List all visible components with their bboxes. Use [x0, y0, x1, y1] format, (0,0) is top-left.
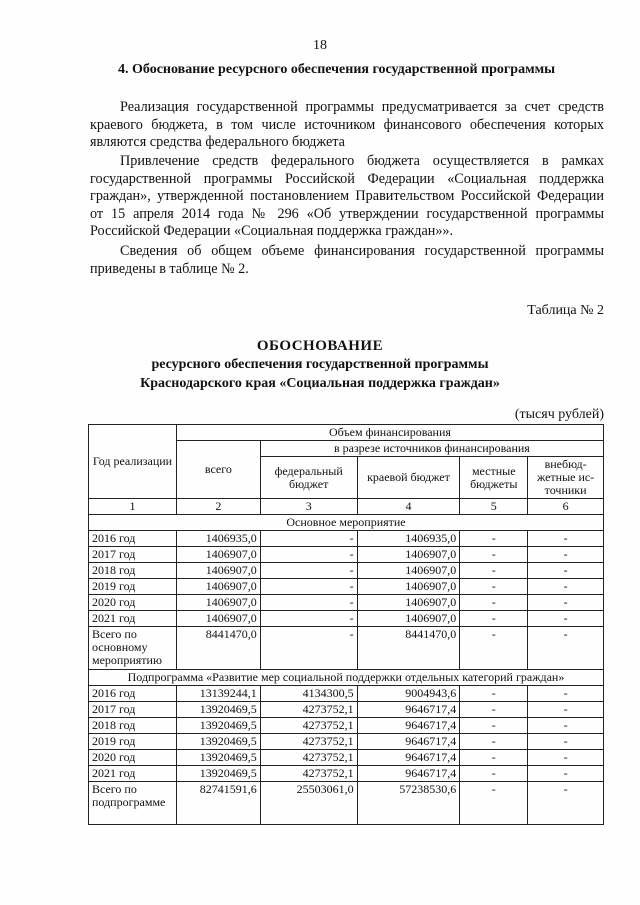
cell-extra: - [528, 782, 604, 825]
cell-regional: 9646717,4 [357, 718, 460, 734]
cell-federal: - [260, 595, 357, 611]
col-number: 4 [357, 499, 460, 515]
cell-extra: - [528, 718, 604, 734]
col-number: 3 [260, 499, 357, 515]
table-row [89, 579, 604, 595]
table-row [89, 595, 604, 611]
cell-local: - [460, 595, 528, 611]
cell-year: Всего по основному мероприятию [89, 627, 177, 670]
cell-year: 2018 год [89, 563, 177, 579]
section-title-row [89, 515, 604, 531]
cell-extra: - [528, 531, 604, 547]
cell-local: - [460, 750, 528, 766]
header-extra: внебюд-жетные ис-точники [528, 457, 604, 499]
cell-federal: 4273752,1 [260, 718, 357, 734]
units-label: (тысяч рублей) [514, 407, 604, 422]
cell-local: - [460, 563, 528, 579]
table-row [89, 531, 604, 547]
table-row [89, 611, 604, 627]
table-row [89, 547, 604, 563]
cell-total: 13139244,1 [176, 686, 260, 702]
cell-regional: 1406907,0 [357, 579, 460, 595]
cell-local: - [460, 686, 528, 702]
cell-regional: 8441470,0 [357, 627, 460, 670]
table-row [89, 686, 604, 702]
cell-local: - [460, 766, 528, 782]
cell-regional: 9004943,6 [357, 686, 460, 702]
header-regional: краевой бюджет [357, 457, 460, 499]
cell-year: 2019 год [89, 579, 177, 595]
cell-extra: - [528, 579, 604, 595]
cell-federal: 4273752,1 [260, 766, 357, 782]
cell-year: 2020 год [89, 595, 177, 611]
cell-extra: - [528, 734, 604, 750]
cell-regional: 1406907,0 [357, 547, 460, 563]
column-number-row [89, 499, 604, 515]
cell-federal: - [260, 611, 357, 627]
table-row [89, 750, 604, 766]
cell-year: 2016 год [89, 531, 177, 547]
col-number: 2 [176, 499, 260, 515]
cell-total: 13920469,5 [176, 750, 260, 766]
header-by-source: в разрезе источников финансирования [260, 441, 603, 457]
cell-total: 13920469,5 [176, 718, 260, 734]
cell-local: - [460, 579, 528, 595]
table-title-line3: Краснодарского края «Социальная поддержка граждан» [140, 376, 500, 391]
paragraph-2-text: Привлечение средств федерального бюджета осуществляется в рамках государственной программы Российской Федерации «Социальная поддержка граждан», утвержденной постановлением Правительством Российской Федерации от 15 апреля 2014 года № 296 «Об утверждении государственной программы Российской Федерации «Социальная поддержка граждан»». [90, 153, 604, 240]
col-number: 6 [528, 499, 604, 515]
header-federal: федеральный бюджет [260, 457, 357, 499]
header-row-1 [89, 425, 604, 441]
cell-regional: 9646717,4 [357, 750, 460, 766]
cell-year: 2017 год [89, 702, 177, 718]
cell-year: 2017 год [89, 547, 177, 563]
cell-extra: - [528, 611, 604, 627]
table-row [89, 563, 604, 579]
total-row [89, 782, 604, 825]
cell-federal: - [260, 627, 357, 670]
cell-total: 82741591,6 [176, 782, 260, 825]
cell-extra: - [528, 595, 604, 611]
table-row [89, 734, 604, 750]
cell-federal: - [260, 579, 357, 595]
table-row [89, 766, 604, 782]
cell-year: 2021 год [89, 766, 177, 782]
page-number: 18 [313, 38, 327, 53]
cell-federal: - [260, 547, 357, 563]
cell-total: 1406907,0 [176, 611, 260, 627]
table-title-line2: ресурсного обеспечения государственной программы [151, 357, 489, 372]
cell-local: - [460, 547, 528, 563]
cell-year: 2019 год [89, 734, 177, 750]
financing-table [88, 424, 604, 825]
cell-extra: - [528, 547, 604, 563]
cell-regional: 57238530,6 [357, 782, 460, 825]
cell-year: Всего по подпрограмме [89, 782, 177, 825]
cell-local: - [460, 782, 528, 825]
cell-extra: - [528, 627, 604, 670]
cell-extra: - [528, 563, 604, 579]
section-title: 4. Обоснование ресурсного обеспечения государственной программы [118, 62, 556, 77]
cell-federal: 4273752,1 [260, 702, 357, 718]
cell-total: 1406907,0 [176, 595, 260, 611]
cell-year: 2016 год [89, 686, 177, 702]
cell-local: - [460, 718, 528, 734]
table-number: Таблица № 2 [527, 303, 604, 318]
cell-local: - [460, 531, 528, 547]
total-row [89, 627, 604, 670]
section-title-row [89, 670, 604, 686]
cell-federal: 4273752,1 [260, 734, 357, 750]
header-volume: Объем финансирования [176, 425, 603, 441]
cell-local: - [460, 702, 528, 718]
cell-total: 1406907,0 [176, 579, 260, 595]
cell-total: 13920469,5 [176, 734, 260, 750]
cell-federal: 25503061,0 [260, 782, 357, 825]
cell-federal: - [260, 563, 357, 579]
cell-regional: 9646717,4 [357, 734, 460, 750]
section-title: Подпрограмма «Развитие мер социальной поддержки отдельных категорий граждан» [89, 670, 604, 686]
cell-federal: - [260, 531, 357, 547]
cell-total: 13920469,5 [176, 766, 260, 782]
col-number: 5 [460, 499, 528, 515]
paragraph-2 [90, 153, 604, 241]
cell-total: 1406907,0 [176, 563, 260, 579]
cell-extra: - [528, 766, 604, 782]
cell-regional: 1406935,0 [357, 531, 460, 547]
cell-local: - [460, 611, 528, 627]
table-row [89, 702, 604, 718]
col-number: 1 [89, 499, 177, 515]
cell-total: 13920469,5 [176, 702, 260, 718]
section-title: Основное мероприятие [89, 515, 604, 531]
paragraph-1-text: Реализация государственной программы предусматривается за счет средств краевого бюджета, в том числе источником финансового обеспечения которых являются средства федерального бюджета [90, 99, 604, 151]
cell-extra: - [528, 750, 604, 766]
cell-extra: - [528, 702, 604, 718]
header-total: всего [176, 441, 260, 499]
cell-federal: 4134300,5 [260, 686, 357, 702]
header-year: Год реализации [89, 425, 177, 499]
cell-total: 1406907,0 [176, 547, 260, 563]
paragraph-3-text: Сведения об общем объеме финансирования государственной программы приведены в таблице № 2. [90, 243, 604, 277]
paragraph-1 [90, 99, 604, 152]
cell-extra: - [528, 686, 604, 702]
cell-local: - [460, 734, 528, 750]
cell-regional: 1406907,0 [357, 611, 460, 627]
table-title-line1: ОБОСНОВАНИЕ [256, 338, 384, 354]
cell-total: 8441470,0 [176, 627, 260, 670]
header-local: местные бюджеты [460, 457, 528, 499]
table-row [89, 718, 604, 734]
cell-local: - [460, 627, 528, 670]
cell-regional: 9646717,4 [357, 702, 460, 718]
cell-regional: 9646717,4 [357, 766, 460, 782]
cell-regional: 1406907,0 [357, 563, 460, 579]
cell-year: 2018 год [89, 718, 177, 734]
paragraph-3 [90, 243, 604, 278]
cell-year: 2020 год [89, 750, 177, 766]
cell-federal: 4273752,1 [260, 750, 357, 766]
cell-year: 2021 год [89, 611, 177, 627]
cell-total: 1406935,0 [176, 531, 260, 547]
cell-regional: 1406907,0 [357, 595, 460, 611]
